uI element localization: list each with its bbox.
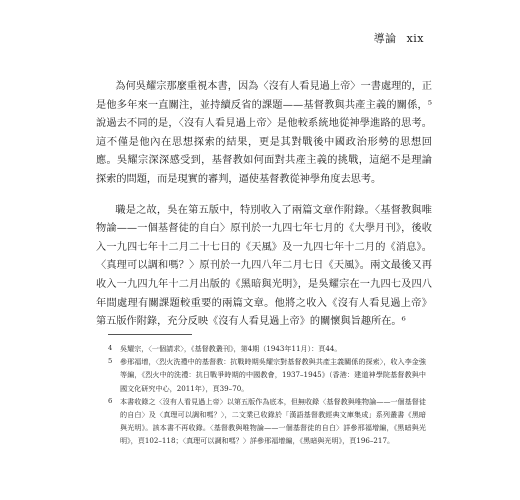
paragraph: 職是之故，吳在第五版中，特別收入了兩篇文章作附錄。〈基督教與唯物論——一個基督徒的自白〉原刊於一九四七年七月的《大學月刊》，後收入一九四七年十二月二十七日的《天風》及一九四七年十二月的《消息》。〈真理可以調和嗎？〉原刊於一九四八年二月七日《天風》。兩文最後又再收入一九四九年十二月出版的《黑暗與光明》，是吳耀宗在一九四七及四八年間處理有關課題較重要的兩篇文章。他將之收入《沒有人看見過上帝》第五版作附錄，充分反映《沒有人看見過上帝》的關懷與旨趣所在。⁶ — [96, 204, 432, 328]
footnote-number: 6 — [108, 396, 113, 405]
footnote — [108, 342, 426, 355]
footnote-divider — [108, 334, 192, 335]
footnote — [108, 355, 426, 395]
footnote — [108, 395, 426, 448]
running-head — [374, 30, 424, 46]
footnote-text: 本書收錄之〈沒有人看見過上帝〉以第五版作為底本，但無收錄〈基督教與唯物論——一個基督徒的自白〉及〈真理可以調和嗎？〉，二文業已收錄於「漢語基督教經典文庫集成」系列叢書《黑暗與光明》。該本書不再收錄。〈基督教與唯物論——一個基督徒的自白〉詳參邢福增編，《黑暗與光明》，頁102–118；〈真理可以調和嗎？〉詳參邢福增編，《黑暗與光明》，頁196–217。 — [120, 396, 426, 446]
footnote-text: 吳耀宗，〈一個請求〉，《基督教叢刊》，第4期（1943年11月）：頁44。 — [120, 344, 342, 353]
body-text — [96, 78, 432, 332]
page-number: xix — [406, 32, 424, 45]
footnote-text: 參邢福增，〈烈火洗禮中的基督教：抗戰時期吳耀宗對基督教與共產主義關係的探索〉，收入李金強等編，《烈火中的洗禮：抗日戰爭時期的中國教會，1937–1945》（香港：建道神學院基督教與中國文化研究中心，2011年），頁39–70。 — [120, 357, 426, 393]
section-title: 導論 — [373, 32, 397, 45]
footnotes — [108, 342, 426, 448]
footnote-number: 5 — [108, 357, 113, 366]
footnote-number: 4 — [108, 344, 113, 352]
paragraph: 為何吳耀宗那麼重視本書，因為〈沒有人看見過上帝〉一書處理的，正是他多年來一直關注，並持續反省的課題——基督教與共產主義的關係，⁵ 說過去不同的是，〈沒有人看見過上帝〉是他較系統地從神學進路的思考。這不僅是他內在思想探索的結果，更是其對戰後中國政治形勢的思想回應。吳耀宗深深感受到，基督教如何面對共產主義的挑戰，這絕不是理論探索的問題，而是現實的審判，逼使基督教從神學角度去思考。 — [96, 81, 432, 185]
